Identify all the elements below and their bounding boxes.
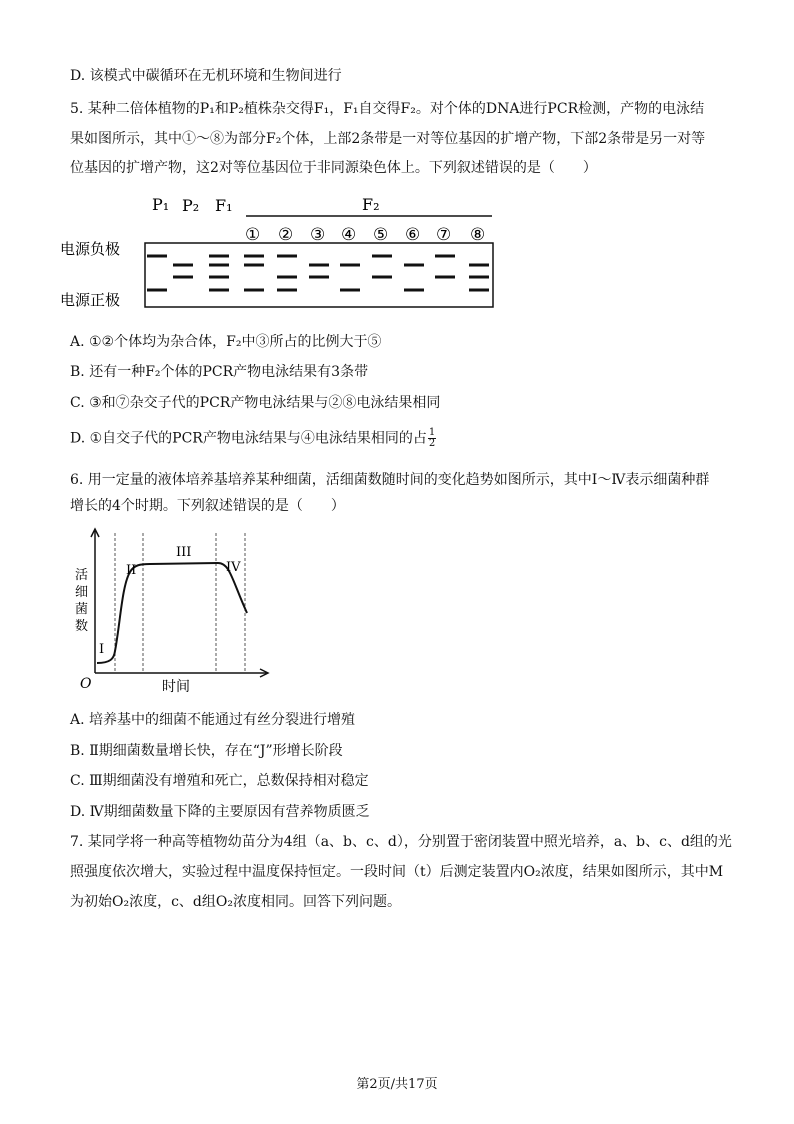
y-label-char-2: 细 [75,585,89,600]
q4-option-d: D. 该模式中碳循环在无机环境和生物间进行 [70,68,342,84]
gel-band [244,289,264,292]
gel-band [435,276,455,279]
q6-stem-line-2: 增长的4个时期。下列叙述错误的是（ ） [70,498,345,514]
fraction [428,428,436,449]
lane-label-6: ⑥ [405,225,421,245]
label-f1: F₁ [215,196,233,215]
gel-band [469,276,489,279]
lane-label-7: ⑦ [436,225,452,245]
gel-band [277,289,297,292]
q6-option-b: B. Ⅱ期细菌数量增长快，存在“J”形增长阶段 [70,743,343,759]
q6-option-d: D. Ⅳ期细菌数量下降的主要原因有营养物质匮乏 [70,804,370,820]
gel-band [173,264,193,267]
q5-stem-line-1: 5. 某种二倍体植物的P₁和P₂植株杂交得F₁，F₁自交得F₂。对个体的DNA进行PCR检测，产物的电泳结 [70,101,705,117]
gel-band [404,264,424,267]
q5-option-b: B. 还有一种F₂个体的PCR产物电泳结果有3条带 [70,364,369,380]
gel-frame [145,243,493,307]
q5-option-d-text: D. ①自交子代的PCR产物电泳结果与④电泳结果相同的占 [70,430,427,447]
y-label-char-1: 活 [75,568,89,583]
q7-stem-line-2: 照强度依次增大，实验过程中温度保持恒定。一段时间（t）后测定装置内O₂浓度，结果如图所示，其中M [70,864,724,880]
q5-option-a: A. ①②个体均为杂合体，F₂中③所占的比例大于⑤ [70,334,382,350]
negative-pole-label: 电源负极 [60,240,121,258]
q5-option-d [70,428,436,449]
gel-band [244,264,264,267]
phase-label-iv: IV [226,560,241,575]
y-label-char-4: 数 [75,619,89,634]
phase-label-iii: III [176,545,192,560]
gel-band [372,255,392,258]
gel-band [147,289,167,292]
gel-band [469,289,489,292]
lane-label-4: ④ [341,225,357,245]
q5-stem-line-3: 位基因的扩增产物，这2对等位基因位于非同源染色体上。下列叙述错误的是（ ） [70,160,597,176]
fraction-denominator: 2 [428,438,436,449]
gel-band [209,289,229,292]
gel-band [277,255,297,258]
origin-label: O [80,676,92,692]
q6-option-a: A. 培养基中的细菌不能通过有丝分裂进行增殖 [70,712,356,728]
gel-bands [147,255,489,292]
gel-band [340,289,360,292]
gel-band [244,255,264,258]
lane-label-3: ③ [310,225,326,245]
y-label-char-3: 菌 [75,602,89,617]
q7-stem-line-3: 为初始O₂浓度，c、d组O₂浓度相同。回答下列问题。 [70,894,401,910]
gel-band [209,255,229,258]
growth-curve-figure [70,525,280,697]
lane-label-2: ② [278,225,294,245]
gel-band [309,264,329,267]
gel-band [173,276,193,279]
phase-label-i: I [99,642,105,657]
lane-label-5: ⑤ [373,225,389,245]
page-footer: 第2页/共17页 [356,1077,438,1092]
label-p1: P₁ [152,195,170,214]
growth-curve [97,563,247,663]
gel-band [404,289,424,292]
label-f2: F₂ [362,195,380,214]
gel-band [309,276,329,279]
gel-band [372,276,392,279]
q5-stem-line-2: 果如图所示，其中①～⑧为部分F₂个体，上部2条带是一对等位基因的扩增产物，下部2条带是另一对等 [70,131,706,147]
gel-band [435,255,455,258]
q6-option-c: C. Ⅲ期细菌没有增殖和死亡，总数保持相对稳定 [70,773,369,789]
q6-stem-line-1: 6. 用一定量的液体培养基培养某种细菌，活细菌数随时间的变化趋势如图所示，其中Ⅰ～Ⅳ表示细菌种群 [70,472,710,488]
lane-labels [245,225,485,245]
gel-band [147,255,167,258]
lane-label-8: ⑧ [470,225,486,245]
lane-label-1: ① [245,225,261,245]
fraction-numerator: 1 [428,427,436,438]
q7-stem-line-1: 7. 某同学将一种高等植物幼苗分为4组（a、b、c、d），分别置于密闭装置中照光培养，a、b、c、d组的光 [70,834,732,850]
phase-label-ii: II [126,563,137,578]
q5-option-c: C. ③和⑦杂交子代的PCR产物电泳结果与②⑧电泳结果相同 [70,395,441,411]
gel-band [209,264,229,267]
electrophoresis-figure [60,188,510,313]
gel-band [340,264,360,267]
gel-band [209,276,229,279]
label-p2: P₂ [182,196,200,215]
positive-pole-label: 电源正极 [60,291,121,309]
x-axis-label: 时间 [162,679,190,695]
gel-band [469,264,489,267]
gel-band [277,276,297,279]
